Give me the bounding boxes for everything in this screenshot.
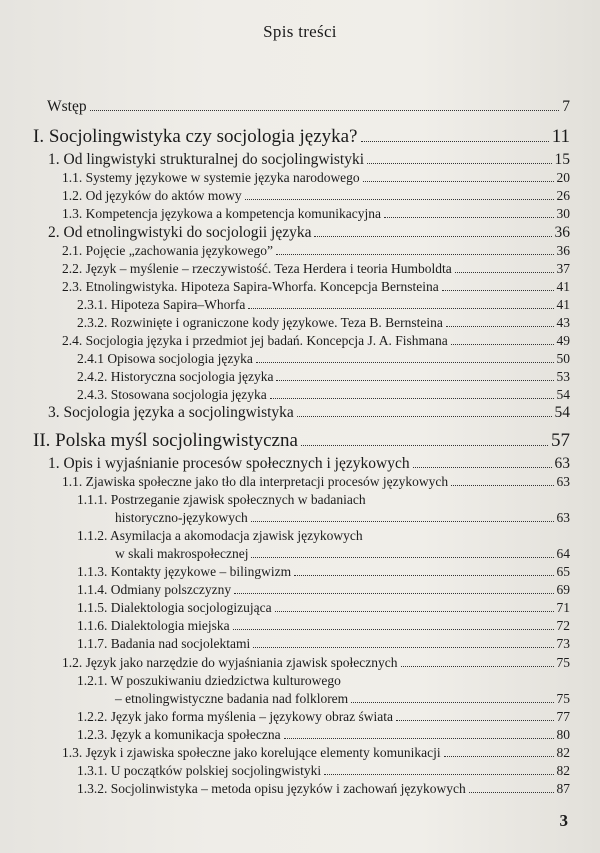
- dot-leader: [413, 456, 552, 468]
- toc-page-number: 30: [556, 206, 570, 221]
- toc-section: [62, 655, 570, 671]
- toc-entry-label: 1.2.2. Język jako forma myślenia – językowy obraz świata: [77, 709, 394, 724]
- toc-subsection: [77, 709, 570, 725]
- toc-entry-wstep: [47, 98, 570, 116]
- toc-entry-label: w skali makrospołecznej: [115, 546, 249, 561]
- toc-page-number: 63: [556, 474, 570, 489]
- dot-leader: [276, 245, 553, 255]
- dot-leader: [351, 693, 553, 703]
- toc-entry-label: 2.2. Język – myślenie – rzeczywistość. Teza Herdera i teoria Humboldta: [62, 261, 452, 276]
- toc-page-number: 63: [554, 455, 570, 472]
- toc-entry-label: 2.4.2. Historyczna socjologia języka: [77, 369, 274, 384]
- dot-leader: [451, 476, 553, 486]
- toc-page-number: 75: [556, 655, 570, 670]
- dot-leader: [314, 225, 551, 237]
- toc-entry-label: 1.3.1. U początków polskiej socjolingwistyki: [77, 763, 322, 778]
- toc-entry-label: 1.2.3. Język a komunikacja społeczna: [77, 727, 281, 742]
- toc-subsection: [77, 297, 570, 313]
- toc-section: [62, 279, 570, 295]
- toc-entry-label: 1.1.5. Dialektologia socjologizująca: [77, 600, 272, 615]
- dot-leader: [444, 747, 554, 757]
- toc-subsection: [77, 387, 570, 403]
- page-title: Spis treści: [263, 22, 337, 41]
- dot-leader: [363, 172, 554, 182]
- toc-subsection: [77, 636, 570, 652]
- toc-subsection: [77, 781, 570, 797]
- toc-page-number: 64: [556, 546, 570, 561]
- toc-page-number: 36: [556, 243, 570, 258]
- toc-entry-label: 1.2. Język jako narzędzie do wyjaśniania zjawisk społecznych: [62, 655, 398, 670]
- toc-subsection: [77, 582, 570, 598]
- dot-leader: [251, 512, 554, 522]
- toc-entry-label: 1.1.7. Badania nad socjolektami: [77, 636, 251, 651]
- dot-leader: [297, 405, 552, 417]
- toc-entry-label: 1.3.2. Socjolinwistyka – metoda opisu języków i zachowań językowych: [77, 781, 466, 796]
- toc-chapter: [48, 151, 570, 169]
- dot-leader: [361, 128, 549, 142]
- toc-entry-label: 1.2.1. W poszukiwaniu dziedzictwa kulturowego: [77, 673, 341, 688]
- toc-page-number: 15: [554, 151, 570, 168]
- toc-entry-label: 2.3.2. Rozwinięte i ograniczone kody językowe. Teza B. Bernsteina: [77, 315, 443, 330]
- toc-page-number: 57: [551, 430, 570, 451]
- toc-entry-label: II. Polska myśl socjolingwistyczna: [33, 430, 298, 451]
- toc-subsection: [77, 618, 570, 634]
- toc-page-number: 50: [556, 351, 570, 366]
- toc-subsection-line1: [77, 492, 366, 508]
- toc-section: [62, 188, 570, 204]
- toc-subsection-line1: [77, 528, 363, 544]
- dot-leader: [294, 566, 553, 576]
- toc-page-number: 20: [556, 170, 570, 185]
- toc-entry-label: 1.2. Od języków do aktów mowy: [62, 188, 242, 203]
- toc-page-number: 54: [556, 387, 570, 402]
- toc-chapter: [48, 404, 570, 422]
- dot-leader: [442, 281, 554, 291]
- toc-page-number: 7: [562, 98, 570, 115]
- toc-page-number: 73: [556, 636, 570, 651]
- toc-entry-label: historyczno-językowych: [115, 510, 248, 525]
- dot-leader: [245, 190, 554, 200]
- toc-page-number: 80: [556, 727, 570, 742]
- dot-leader: [396, 711, 553, 721]
- page-number: 3: [559, 811, 568, 830]
- toc-entry-label: 1.1.3. Kontakty językowe – bilingwizm: [77, 564, 292, 579]
- toc-section: [62, 333, 570, 349]
- toc-entry-label: 1.1.2. Asymilacja a akomodacja zjawisk językowych: [77, 528, 363, 543]
- dot-leader: [251, 548, 553, 558]
- toc-chapter: [48, 455, 570, 473]
- toc-entry-label: Wstęp: [47, 98, 87, 115]
- toc-entry-label: 2.3. Etnolingwistyka. Hipoteza Sapira-Whorfa. Koncepcja Bernsteina: [62, 279, 439, 294]
- dot-leader: [451, 335, 554, 345]
- dot-leader: [90, 99, 560, 111]
- toc-entry-label: 1. Opis i wyjaśnianie procesów społecznych i językowych: [48, 455, 410, 472]
- toc-page-number: 82: [556, 763, 570, 778]
- toc-page-number: 54: [554, 404, 570, 421]
- toc-entry-label: – etnolingwistyczne badania nad folklorem: [115, 691, 349, 706]
- toc-section: [62, 170, 570, 186]
- toc-subsection: [77, 727, 570, 743]
- toc-entry-label: 1.1.6. Dialektologia miejska: [77, 618, 230, 633]
- toc-subsection-line2: [115, 691, 570, 707]
- toc-page-number: 37: [556, 261, 570, 276]
- toc-page-number: 82: [556, 745, 570, 760]
- toc-entry-label: 2.4. Socjologia języka i przedmiot jej badań. Koncepcja J. A. Fishmana: [62, 333, 448, 348]
- dot-leader: [253, 638, 553, 648]
- toc-page-number: 77: [556, 709, 570, 724]
- toc-page-number: 41: [556, 297, 570, 312]
- toc-entry-label: 1.1. Zjawiska społeczne jako tło dla interpretacji procesów językowych: [62, 474, 449, 489]
- dot-leader: [324, 765, 553, 775]
- toc-entry-label: 1.3. Język i zjawiska społeczne jako korelujące elementy komunikacji: [62, 745, 441, 760]
- toc-page-number: 63: [556, 510, 570, 525]
- toc-chapter: [48, 224, 570, 242]
- toc-part-2: [33, 430, 570, 452]
- toc-page-number: 36: [554, 224, 570, 241]
- toc-subsection: [77, 564, 570, 580]
- toc-page-number: 75: [556, 691, 570, 706]
- dot-leader: [234, 584, 553, 594]
- dot-leader: [248, 299, 553, 309]
- toc-page-number: 53: [556, 369, 570, 384]
- toc-section: [62, 206, 570, 222]
- dot-leader: [284, 729, 554, 739]
- toc-subsection: [77, 351, 570, 367]
- toc-subsection: [77, 369, 570, 385]
- toc-subsection-line1: [77, 673, 341, 689]
- toc-entry-label: 3. Socjologia języka a socjolingwistyka: [48, 404, 294, 421]
- toc-entry-label: 2.4.3. Stosowana socjologia języka: [77, 387, 267, 402]
- toc-part-1: [33, 126, 570, 148]
- toc-subsection: [77, 600, 570, 616]
- toc-section: [62, 474, 570, 490]
- toc-entry-label: 1.1.1. Postrzeganie zjawisk społecznych w badaniach: [77, 492, 366, 507]
- toc-page-number: 26: [556, 188, 570, 203]
- dot-leader: [275, 602, 554, 612]
- toc-page-number: 11: [551, 126, 570, 147]
- toc-entry-label: 2. Od etnolingwistyki do socjologii języka: [48, 224, 312, 241]
- dot-leader: [301, 432, 548, 446]
- toc-entry-label: 1.1.4. Odmiany polszczyzny: [77, 582, 232, 597]
- toc-section: [62, 745, 570, 761]
- toc-section: [62, 261, 570, 277]
- toc-page-number: 71: [556, 600, 570, 615]
- toc-entry-label: 2.4.1 Opisowa socjologia języka: [77, 351, 253, 366]
- dot-leader: [446, 317, 554, 327]
- toc-subsection-line2: [115, 510, 570, 526]
- toc-entry-label: 1.3. Kompetencja językowa a kompetencja komunikacyjna: [62, 206, 382, 221]
- dot-leader: [401, 657, 554, 667]
- dot-leader: [455, 263, 554, 273]
- toc-subsection: [77, 315, 570, 331]
- toc-page-number: 69: [556, 582, 570, 597]
- dot-leader: [384, 208, 553, 218]
- toc-entry-label: 2.1. Pojęcie „zachowania językowego”: [62, 243, 274, 258]
- toc-entry-label: 1. Od lingwistyki strukturalnej do socjolingwistyki: [48, 151, 365, 168]
- toc-entry-label: 2.3.1. Hipoteza Sapira–Whorfa: [77, 297, 246, 312]
- toc-subsection-line2: [115, 546, 570, 562]
- toc-page-number: 49: [556, 333, 570, 348]
- toc-page-number: 41: [556, 279, 570, 294]
- dot-leader: [233, 620, 554, 630]
- dot-leader: [256, 353, 554, 363]
- toc-subsection: [77, 763, 570, 779]
- dot-leader: [270, 389, 554, 399]
- toc-page-number: 72: [556, 618, 570, 633]
- dot-leader: [276, 371, 553, 381]
- toc-page-number: 65: [556, 564, 570, 579]
- toc-section: [62, 243, 570, 259]
- toc-entry-label: 1.1. Systemy językowe w systemie języka narodowego: [62, 170, 360, 185]
- dot-leader: [469, 783, 554, 793]
- dot-leader: [367, 152, 551, 164]
- toc-page-number: 43: [556, 315, 570, 330]
- toc-page-number: 87: [556, 781, 570, 796]
- toc-entry-label: I. Socjolingwistyka czy socjologia języka?: [33, 126, 358, 147]
